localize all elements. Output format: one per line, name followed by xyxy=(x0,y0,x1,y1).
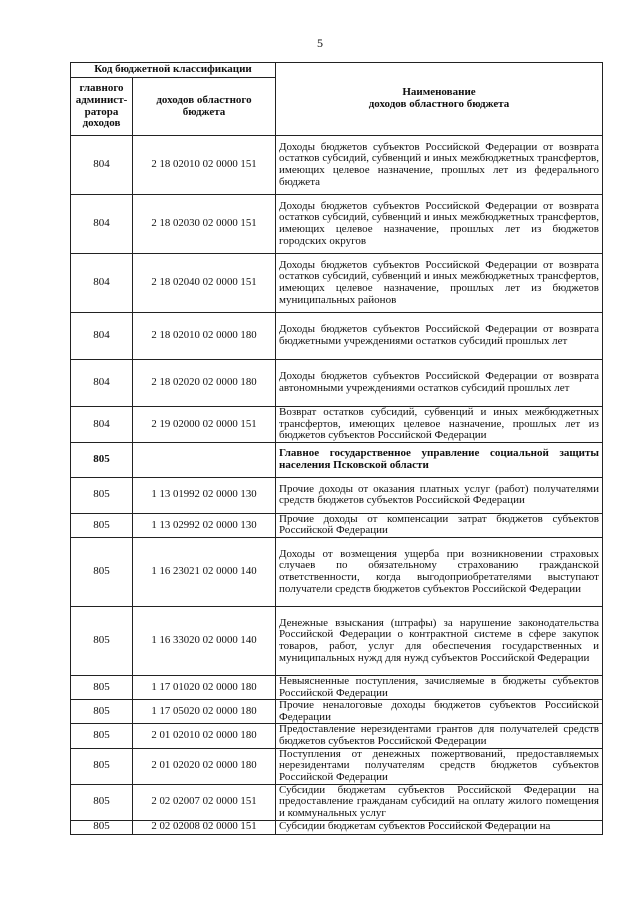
section-row xyxy=(71,442,603,477)
admin-code-cell: 805 xyxy=(71,513,133,537)
revenue-name-cell: Предоставление нерезидентами грантов для получателей средств бюджетов субъектов Российской Федерации xyxy=(276,724,603,748)
admin-code-cell: 804 xyxy=(71,360,133,407)
revenue-code-cell: 2 02 02007 02 0000 151 xyxy=(133,784,276,820)
table-row xyxy=(71,477,603,513)
admin-code-cell: 805 xyxy=(71,537,133,606)
admin-code-cell: 805 xyxy=(71,606,133,675)
revenue-name-cell: Доходы бюджетов субъектов Российской Федерации от возврата остатков субсидий, субвенций и иных межбюджетных трансфертов, имеющих целевое назначение, прошлых лет из федерального бюджета xyxy=(276,136,603,195)
admin-column-header: главного админист-ратора доходов xyxy=(71,78,133,136)
admin-code-cell: 804 xyxy=(71,313,133,360)
revenue-code-cell: 1 16 23021 02 0000 140 xyxy=(133,537,276,606)
table-header-row xyxy=(71,63,603,78)
revenue-name-cell: Доходы бюджетов субъектов Российской Федерации от возврата автономными учреждениями остатков субсидий прошлых лет xyxy=(276,360,603,407)
revenue-code-cell: 1 17 05020 02 0000 180 xyxy=(133,700,276,724)
admin-code-cell: 805 xyxy=(71,784,133,820)
table-row xyxy=(71,700,603,724)
admin-code-cell: 805 xyxy=(71,724,133,748)
page-number: 5 xyxy=(317,36,323,50)
revenue-code-cell: 1 13 02992 02 0000 130 xyxy=(133,513,276,537)
table-body xyxy=(71,136,603,835)
revenue-name-header xyxy=(276,63,603,136)
table-row xyxy=(71,195,603,254)
table-row xyxy=(71,820,603,834)
admin-code-cell: 804 xyxy=(71,136,133,195)
admin-code-cell: 805 xyxy=(71,700,133,724)
admin-code-cell: 804 xyxy=(71,407,133,443)
revenue-code-cell: 2 18 02040 02 0000 151 xyxy=(133,254,276,313)
revenue-name-cell: Денежные взыскания (штрафы) за нарушение законодательства Российской Федерации о контрактной системе в сфере закупок товаров, работ, услуг для обеспечения государственных и муниципальных нужд для нужд субъектов Российской Федерации xyxy=(276,606,603,675)
table-row xyxy=(71,675,603,699)
revenue-name-cell: Прочие доходы от компенсации затрат бюджетов субъектов Российской Федерации xyxy=(276,513,603,537)
revenue-name-cell: Доходы бюджетов субъектов Российской Федерации от возврата бюджетными учреждениями остатков субсидий прошлых лет xyxy=(276,313,603,360)
revenue-name-cell: Поступления от денежных пожертвований, предоставляемых нерезидентами получателям средств бюджетов субъектов Российской Федерации xyxy=(276,748,603,784)
revenue-code-cell: 1 13 01992 02 0000 130 xyxy=(133,477,276,513)
admin-code-cell: 805 xyxy=(71,675,133,699)
revenue-code-cell: 2 18 02010 02 0000 180 xyxy=(133,313,276,360)
budget-classification-table xyxy=(70,62,603,835)
revenue-code-cell: 1 17 01020 02 0000 180 xyxy=(133,675,276,699)
revenue-name-cell: Доходы бюджетов субъектов Российской Федерации от возврата остатков субсидий, субвенций и иных межбюджетных трансфертов, имеющих целевое назначение, прошлых лет из бюджетов муниципальных районов xyxy=(276,254,603,313)
revenue-code-cell: 1 16 33020 02 0000 140 xyxy=(133,606,276,675)
revenue-name-header-line2: доходов областного бюджета xyxy=(368,98,510,110)
revenue-name-cell: Главное государственное управление социальной защиты населения Псковской области xyxy=(276,442,603,477)
revenue-name-cell: Возврат остатков субсидий, субвенций и иных межбюджетных трансфертов, имеющих целевое назначение, прошлых лет из бюджетов субъектов Российской Федерации xyxy=(276,407,603,443)
revenue-name-cell: Прочие доходы от оказания платных услуг (работ) получателями средств бюджетов субъектов Российской Федерации xyxy=(276,477,603,513)
admin-code-cell: 804 xyxy=(71,254,133,313)
table-row xyxy=(71,254,603,313)
revenue-code-cell: 2 18 02030 02 0000 151 xyxy=(133,195,276,254)
table-row xyxy=(71,748,603,784)
revenue-name-cell: Доходы от возмещения ущерба при возникновении страховых случаев по обязательному страхованию гражданской ответственности, когда выгодоприобретателями выступают получатели средств бюджетов субъектов Российской Федерации xyxy=(276,537,603,606)
table-row xyxy=(71,407,603,443)
classification-code-header: Код бюджетной классификации xyxy=(71,63,276,78)
table-row xyxy=(71,513,603,537)
admin-code-cell: 804 xyxy=(71,195,133,254)
table-row xyxy=(71,606,603,675)
revenue-name-cell: Субсидии бюджетам субъектов Российской Федерации на xyxy=(276,820,603,834)
revenue-code-cell: 2 18 02020 02 0000 180 xyxy=(133,360,276,407)
revenue-code-cell: 2 01 02010 02 0000 180 xyxy=(133,724,276,748)
admin-code-cell: 805 xyxy=(71,477,133,513)
table-row xyxy=(71,313,603,360)
revenue-code-cell: 2 18 02010 02 0000 151 xyxy=(133,136,276,195)
revenue-code-cell xyxy=(133,442,276,477)
table-row xyxy=(71,724,603,748)
table-row xyxy=(71,537,603,606)
revenue-code-cell: 2 01 02020 02 0000 180 xyxy=(133,748,276,784)
admin-code-cell: 805 xyxy=(71,748,133,784)
revenue-name-cell: Доходы бюджетов субъектов Российской Федерации от возврата остатков субсидий, субвенций и иных межбюджетных трансфертов, имеющих целевое назначение, прошлых лет из бюджетов городских округов xyxy=(276,195,603,254)
admin-code-cell: 805 xyxy=(71,442,133,477)
revenue-name-cell: Субсидии бюджетам субъектов Российской Федерации на предоставление гражданам субсидий на оплату жилого помещения и коммунальных услуг xyxy=(276,784,603,820)
revenue-code-cell: 2 19 02000 02 0000 151 xyxy=(133,407,276,443)
revenue-code-cell: 2 02 02008 02 0000 151 xyxy=(133,820,276,834)
table-row xyxy=(71,136,603,195)
table-row xyxy=(71,360,603,407)
revenue-name-header-line1: Наименование xyxy=(402,86,476,99)
revenue-name-cell: Невыясненные поступления, зачисляемые в бюджеты субъектов Российской Федерации xyxy=(276,675,603,699)
revenue-name-cell: Прочие неналоговые доходы бюджетов субъектов Российской Федерации xyxy=(276,700,603,724)
table-row xyxy=(71,784,603,820)
revenue-column-header: доходов областного бюджета xyxy=(133,78,276,136)
admin-code-cell: 805 xyxy=(71,820,133,834)
